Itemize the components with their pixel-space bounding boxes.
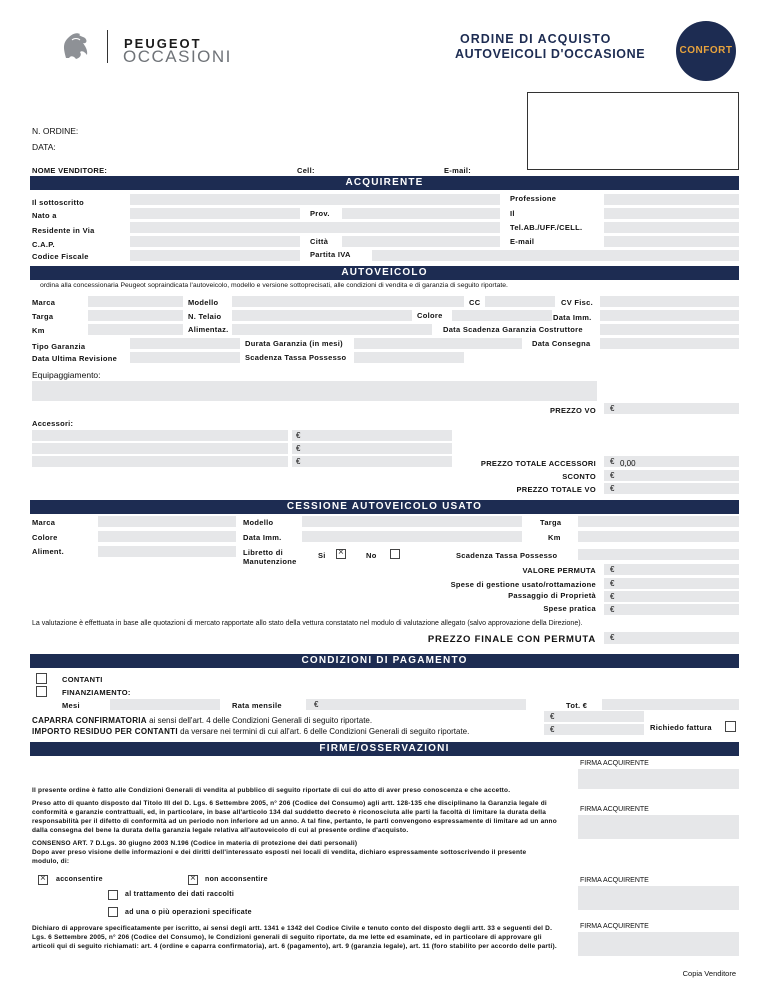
field-nato[interactable] (130, 208, 300, 219)
label-sconto: SCONTO (562, 472, 596, 481)
label-cess-dataimm: Data Imm. (243, 533, 282, 542)
field-colore[interactable] (452, 310, 552, 321)
paragraph-consenso-title: CONSENSO ART. 7 D.Lgs. 30 giugno 2003 N.196 (Codice in materia di protezione dei dati personali) (32, 840, 358, 847)
currency-spese-pratica: € (610, 605, 615, 614)
brand-name-bottom: OCCASIONI (123, 47, 232, 66)
label-alimentaz: Alimentaz. (188, 325, 229, 334)
field-modello[interactable] (232, 296, 464, 307)
residuo-rest: da versare nei termini di cui all'art. 6 delle Condizioni Generali di seguito riportate. (177, 727, 470, 736)
paragraph-consenso: Dopo aver preso visione delle informazioni e dei diritti dell'interessato esposti nei locali di vendita, dichiaro espressamente sottoscrivendo il presente modulo, di: (32, 849, 527, 865)
field-accessorio-3[interactable] (32, 456, 288, 467)
field-cess-modello[interactable] (302, 516, 522, 527)
field-marca[interactable] (88, 296, 183, 307)
currency-prezzo-finale: € (610, 633, 615, 642)
currency-passaggio: € (610, 592, 615, 601)
field-tassa-possesso[interactable] (354, 352, 464, 363)
currency-prezzo-vo: € (610, 404, 615, 413)
field-accessorio-1[interactable] (32, 430, 288, 441)
label-cess-tassa: Scadenza Tassa Possesso (456, 551, 558, 560)
field-tot[interactable] (602, 699, 739, 710)
label-piva: Partita IVA (310, 250, 351, 259)
currency-residuo: € (550, 725, 555, 734)
field-dataimm[interactable] (600, 310, 739, 321)
label-rata: Rata mensile (232, 701, 282, 710)
label-cf: Codice Fiscale (32, 252, 89, 261)
label-tot: Tot. € (566, 701, 588, 710)
field-tipo-garanzia[interactable] (130, 338, 240, 349)
paragraph-approvazione: Dichiaro di approvare specificatamente per iscritto, ai sensi degli artt. 1341 e 1342 del Codice Civile e tenuto conto del disposto degli artt. 33 e seguenti del D. Lgs. 6 Settembre 2005, n° 206 (Codice del Consumo), le Condizioni generali di seguito riportate, da me lette ed esaminate, ed in particolare di approvare gli articoli qui di seguito richiamati: art. 4 (ordine e caparra confirmatoria), art. 6 (pagamento), art. 9 (garanzia legale), art. 11 (foro stabilito per accordo delle parti). (32, 925, 557, 950)
label-scadenza-garanzia: Data Scadenza Garanzia Costruttore (443, 325, 583, 334)
order-date-label: DATA: (32, 142, 56, 152)
field-residuo[interactable] (544, 724, 644, 735)
field-mesi[interactable] (110, 699, 220, 710)
field-cess-targa[interactable] (578, 516, 739, 527)
currency-prezzo-totale-vo: € (610, 484, 615, 493)
checkbox-fattura[interactable] (725, 721, 736, 732)
label-cess-colore: Colore (32, 533, 58, 542)
caparra-rest: ai sensi dell'art. 4 delle Condizioni Generali di seguito riportate. (146, 716, 373, 725)
label-cap: C.A.P. (32, 240, 55, 249)
checkbox-libretto-si[interactable] (336, 549, 346, 559)
label-email: E-mail (510, 237, 535, 246)
residuo-bold: IMPORTO RESIDUO PER CONTANTI (32, 727, 178, 736)
section-acquirente: ACQUIRENTE (30, 176, 739, 190)
label-cvfisc: CV Fisc. (561, 298, 593, 307)
field-targa[interactable] (88, 310, 183, 321)
field-prov[interactable] (342, 208, 500, 219)
label-tassa-possesso: Scadenza Tassa Possesso (245, 353, 347, 362)
checkbox-contanti[interactable] (36, 673, 47, 684)
field-email[interactable] (604, 236, 739, 247)
checkbox-acconsentire[interactable] (38, 875, 48, 885)
checkbox-operazioni[interactable] (108, 907, 118, 917)
label-spese-gestione: Spese di gestione usato/rottamazione (450, 580, 596, 589)
field-prezzo-finale[interactable] (604, 632, 739, 644)
field-piva[interactable] (372, 250, 739, 261)
label-modello: Modello (188, 298, 219, 307)
label-km: Km (32, 326, 45, 335)
section-cessione: CESSIONE AUTOVEICOLO USATO (30, 500, 739, 514)
label-cess-marca: Marca (32, 518, 56, 527)
label-libretto: Libretto di Manutenzione (243, 548, 297, 566)
firma-box-3[interactable] (578, 886, 739, 910)
label-mesi: Mesi (62, 701, 80, 710)
autoveicolo-intro: ordina alla concessionaria Peugeot sopraindicata l'autoveicolo, modello e versione sottoprecisati, alle condizioni di vendita e di garanzia di seguito riportate. (40, 282, 508, 289)
label-marca: Marca (32, 298, 56, 307)
field-cap[interactable] (130, 236, 300, 247)
label-data-consegna: Data Consegna (532, 339, 591, 348)
firma-label-1: FIRMA ACQUIRENTE (580, 760, 649, 767)
currency-spese-gestione: € (610, 579, 615, 588)
label-equipaggiamento: Equipaggiamento: (32, 370, 101, 380)
field-sconto[interactable] (604, 470, 739, 481)
currency-sconto: € (610, 471, 615, 480)
currency-rata: € (314, 700, 319, 709)
label-cess-targa: Targa (540, 518, 562, 527)
page-title-line1: ORDINE DI ACQUISTO (460, 32, 612, 46)
label-targa: Targa (32, 312, 54, 321)
field-cess-marca[interactable] (98, 516, 236, 527)
field-alimentaz[interactable] (232, 324, 432, 335)
field-prezzo-totale-vo[interactable] (604, 483, 739, 494)
label-colore: Colore (417, 311, 443, 320)
label-non-acconsentire: non acconsentire (205, 876, 268, 883)
firma-label-2: FIRMA ACQUIRENTE (580, 806, 649, 813)
firma-label-3: FIRMA ACQUIRENTE (580, 877, 649, 884)
label-tipo-garanzia: Tipo Garanzia (32, 342, 86, 351)
field-telaio[interactable] (232, 310, 412, 321)
seller-name-label: NOME VENDITORE: (32, 166, 108, 175)
value-totale-accessori: 0,00 (620, 459, 636, 468)
field-km[interactable] (88, 324, 183, 335)
firma-label-4: FIRMA ACQUIRENTE (580, 923, 649, 930)
label-si: Si (318, 551, 326, 560)
field-il[interactable] (604, 208, 739, 219)
firma-box-2[interactable] (578, 815, 739, 839)
field-prezzo-vo[interactable] (604, 403, 739, 414)
order-number-label: N. ORDINE: (32, 126, 79, 136)
firma-box-4[interactable] (578, 932, 739, 956)
label-cess-modello: Modello (243, 518, 274, 527)
caparra-bold: CAPARRA CONFIRMATORIA (32, 716, 147, 725)
brand-name-top: PEUGEOT (124, 36, 202, 51)
checkbox-finanziamento[interactable] (36, 686, 47, 697)
field-cc[interactable] (485, 296, 555, 307)
field-accessorio-3-price[interactable] (292, 456, 452, 467)
field-cess-tassa[interactable] (578, 549, 739, 560)
label-dataimm: Data Imm. (553, 313, 592, 322)
section-pagamento: CONDIZIONI DI PAGAMENTO (30, 654, 739, 668)
currency-accessorio-3: € (296, 457, 301, 466)
field-cess-dataimm[interactable] (302, 531, 522, 542)
dealer-stamp-box[interactable] (527, 92, 739, 170)
section-autoveicolo: AUTOVEICOLO (30, 266, 739, 280)
label-cess-km: Km (548, 533, 561, 542)
confort-badge: CONFORT (676, 21, 736, 81)
checkbox-trattamento[interactable] (108, 890, 118, 900)
peugeot-lion-icon (58, 28, 98, 62)
label-fattura: Richiedo fattura (650, 723, 712, 732)
label-durata-garanzia: Durata Garanzia (in mesi) (245, 339, 343, 348)
field-accessorio-2-price[interactable] (292, 443, 452, 454)
field-tel[interactable] (604, 222, 739, 233)
label-prezzo-totale-vo: PREZZO TOTALE VO (516, 485, 596, 494)
label-finanziamento: FINANZIAMENTO: (62, 688, 131, 697)
label-no: No (366, 551, 377, 560)
residuo-text (32, 727, 469, 736)
field-ultima-revisione[interactable] (130, 352, 240, 363)
paragraph-accettazione: Il presente ordine è fatto alle Condizioni Generali di vendita al pubblico di seguito riportate di cui do atto di aver preso conoscenza e che accetto. (32, 787, 511, 794)
currency-valore-permuta: € (610, 565, 615, 574)
field-rata[interactable] (306, 699, 526, 710)
label-professione: Professione (510, 194, 557, 203)
checkbox-non-acconsentire[interactable] (188, 875, 198, 885)
firma-box-1[interactable] (578, 769, 739, 789)
label-il: Il (510, 209, 515, 218)
label-prezzo-totale-accessori: PREZZO TOTALE ACCESSORI (480, 459, 596, 468)
field-scadenza-garanzia[interactable] (600, 324, 739, 335)
field-cf[interactable] (130, 250, 300, 261)
label-passaggio: Passaggio di Proprietà (508, 591, 596, 600)
field-cess-colore[interactable] (98, 531, 236, 542)
field-cess-km[interactable] (578, 531, 739, 542)
logo-divider (107, 30, 108, 63)
label-tel: Tel.AB./UFF./CELL. (510, 223, 583, 232)
label-prov: Prov. (310, 209, 330, 218)
label-telaio: N. Telaio (188, 312, 222, 321)
checkbox-libretto-no[interactable] (390, 549, 400, 559)
label-prezzo-finale: PREZZO FINALE CON PERMUTA (427, 634, 596, 645)
currency-accessorio-2: € (296, 444, 301, 453)
paragraph-garanzia: Preso atto di quanto disposto dal Titolo III del D. Lgs. 6 Settembre 2005, n° 206 (Codice del Consumo) agli artt. 128-135 che disciplinano la Garanzia legale di conformità e garanzie contrattuali, ed, in particolare, in base all'articolo 134 dal suddetto decreto è riconosciuta alle parti la facoltà di limitare la durata della responsabilità per il difetto di conformità ad un periodo non inferiore ad un anno. A tal fine, pertanto, le parti convengono espressamente di limitare ad un anno dalla consegna del bene la durata della garanzia legale relativa all'autoveicolo di cui al presente ordine d'acquisto. (32, 800, 557, 834)
seller-cell-label: Cell: (297, 166, 315, 175)
currency-accessorio-1: € (296, 431, 301, 440)
field-accessorio-2[interactable] (32, 443, 288, 454)
label-acconsentire: acconsentire (56, 876, 103, 883)
label-prezzo-vo: PREZZO VO (549, 406, 596, 415)
field-caparra[interactable] (544, 711, 644, 722)
section-firme: FIRME/OSSERVAZIONI (30, 742, 739, 756)
label-ultima-revisione: Data Ultima Revisione (32, 354, 118, 363)
cessione-note: La valutazione è effettuata in base alle quotazioni di mercato rapportate allo stato della vettura constatato nel modulo di valutazione allegato (salvo approvazione della Direzione). (32, 620, 583, 627)
field-professione[interactable] (604, 194, 739, 205)
field-spese-gestione[interactable] (604, 578, 739, 589)
field-residente[interactable] (130, 222, 500, 233)
field-passaggio[interactable] (604, 591, 739, 602)
currency-totale-accessori: € (610, 457, 615, 466)
field-sottoscritto[interactable] (130, 194, 500, 205)
footer-copy-label: Copia Venditore (682, 969, 736, 978)
seller-email-label: E-mail: (444, 166, 472, 175)
label-valore-permuta: VALORE PERMUTA (522, 566, 596, 575)
label-cc: CC (469, 298, 481, 307)
field-cess-aliment[interactable] (98, 546, 236, 557)
label-trattamento: al trattamento dei dati raccolti (125, 891, 235, 898)
label-nato: Nato a (32, 211, 57, 220)
label-accessori: Accessori: (32, 419, 74, 428)
field-valore-permuta[interactable] (604, 564, 739, 575)
label-sottoscritto: Il sottoscritto (32, 198, 85, 207)
field-equipaggiamento[interactable] (32, 381, 597, 401)
field-accessorio-1-price[interactable] (292, 430, 452, 441)
field-durata-garanzia[interactable] (354, 338, 522, 349)
field-cvfisc[interactable] (600, 296, 739, 307)
page-title-line2: AUTOVEICOLI D'OCCASIONE (455, 47, 646, 61)
label-cess-aliment: Aliment. (32, 547, 64, 556)
currency-caparra: € (550, 712, 555, 721)
field-citta[interactable] (342, 236, 500, 247)
field-spese-pratica[interactable] (604, 604, 739, 615)
label-spese-pratica: Spese pratica (543, 604, 596, 613)
field-data-consegna[interactable] (600, 338, 739, 349)
label-contanti: CONTANTI (62, 675, 103, 684)
caparra-text (32, 716, 372, 725)
label-citta: Città (310, 237, 329, 246)
label-residente: Residente in Via (32, 226, 95, 235)
label-operazioni: ad una o più operazioni specificate (125, 909, 252, 916)
